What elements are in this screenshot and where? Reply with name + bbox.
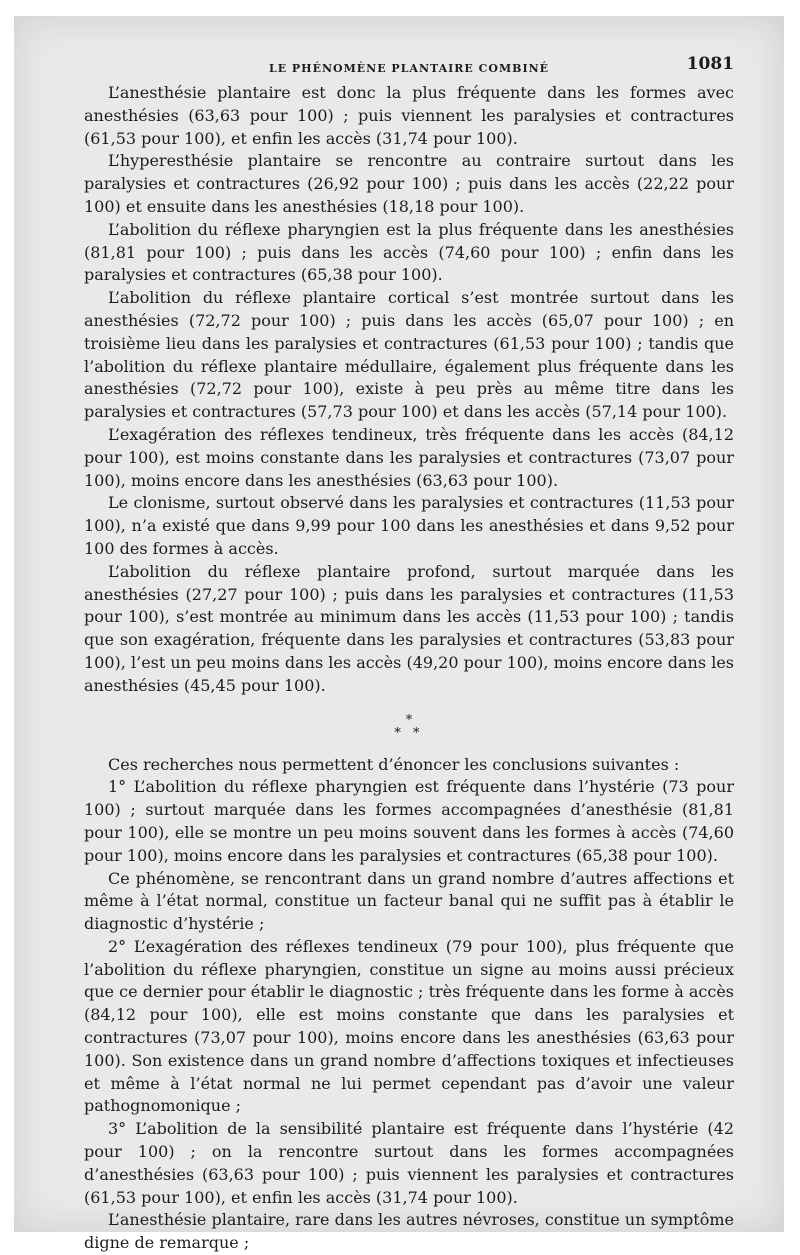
running-head: LE PHÉNOMÈNE PLANTAIRE COMBINÉ xyxy=(268,62,550,75)
paragraph: L’hyperesthésie plantaire se rencontre au contraire surtout dans les paralysies et contractures (26,92 pour 100) ; puis dans les accès (22,22 pour 100) et ensuite dans les anesthésies (18,18 pour 100). xyxy=(84,151,734,216)
asterism-separator xyxy=(84,714,734,740)
page-number: 1081 xyxy=(686,54,734,74)
paragraph: L’abolition du réflexe pharyngien est la plus fréquente dans les anesthésies (81,81 pour 100) ; puis dans les accès (74,60 pour 100) ; enfin dans les paralysies et contractures (65,38 pour 100). xyxy=(84,219,734,285)
paragraph: Ces recherches nous permettent d’énoncer les conclusions suivantes : xyxy=(108,754,680,774)
paragraph: L’anesthésie plantaire est donc la plus fréquente dans les formes avec anesthésies (63,63 pour 100) ; puis viennent les paralysies et contractures (61,53 pour 100), et enfin les accès (31,74 pour 100). xyxy=(84,83,734,148)
paragraph: L’anesthésie plantaire, rare dans les autres névroses, constitue un symptôme digne de remarque ; xyxy=(84,1210,734,1253)
paragraph: L’exagération des réflexes tendineux, très fréquente dans les accès (84,12 pour 100), est moins constante dans les paralysies et contractures (73,07 pour 100), moins encore dans les anesthésies (63,63 pour 100). xyxy=(84,424,734,490)
conclusion-3: 3° L’abolition de la sensibilité plantaire est fréquente dans l’hystérie (42 pour 100) ; on la rencontre surtout dans les formes accompagnées d’anesthésies (63,63 pour 100) ; puis viennent les paralysies et contractures (61,53 pour 100), et enfin les accès (31,74 pour 100). xyxy=(84,1119,734,1207)
scanned-page xyxy=(14,16,784,1253)
conclusion-1: 1° L’abolition du réflexe pharyngien est fréquente dans l’hystérie (73 pour 100) ; surtout marquée dans les formes accompagnées d’anesthésie (81,81 pour 100), elle se montre un peu moins souvent dans les formes à accès (74,60 pour 100), moins encore dans les paralysies et contractures (65,38 pour 100). xyxy=(84,777,734,865)
page-header xyxy=(84,50,734,82)
book-page xyxy=(84,50,734,1255)
paragraph: Le clonisme, surtout observé dans les paralysies et contractures (11,53 pour 100), n’a existé que dans 9,99 pour 100 dans les anesthésies et dans 9,52 pour 100 des formes à accès. xyxy=(84,493,734,558)
paragraph: Ce phénomène, se rencontrant dans un grand nombre d’autres affections et même à l’état normal, constitue un facteur banal qui ne suffit pas à établir le diagnostic d’hystérie ; xyxy=(84,868,734,934)
asterism-top: * xyxy=(405,712,413,728)
asterism-bottom: * * xyxy=(394,725,424,741)
page-body xyxy=(84,82,734,1255)
paragraph: L’abolition du réflexe plantaire cortical s’est montrée surtout dans les anesthésies (72,72 pour 100) ; puis dans les accès (65,07 pour 100) ; en troisième lieu dans les paralysies et contractures (61,53 pour 100) ; tandis que l’abolition du réflexe plantaire médullaire, également plus fréquente dans les anesthésies (72,72 pour 100), existe à peu près au même titre dans les paralysies et contractures (57,73 pour 100) et dans les accès (57,14 pour 100). xyxy=(84,288,734,422)
paragraph: L’abolition du réflexe plantaire profond, surtout marquée dans les anesthésies (27,27 pour 100) ; puis dans les paralysies et contractures (11,53 pour 100), s’est montrée au minimum dans les accès (11,53 pour 100) ; tandis que son exagération, fréquente dans les paralysies et contractures (53,83 pour 100), l’est un peu moins dans les accès (49,20 pour 100), moins encore dans les anesthésies (45,45 pour 100). xyxy=(84,561,734,695)
conclusion-2: 2° L’exagération des réflexes tendineux (79 pour 100), plus fréquente que l’abolition du réflexe pharyngien, constitue un signe au moins aussi précieux que ce dernier pour établir le diagnostic ; très fréquente dans les forme à accès (84,12 pour 100), elle est moins constante que dans les paralysies et contractures (73,07 pour 100), moins encore dans les anesthésies (63,63 pour 100). Son existence dans un grand nombre d’affections toxiques et infectieuses et même à l’état normal ne lui permet cependant pas d’avoir une valeur pathognomonique ; xyxy=(84,936,734,1116)
